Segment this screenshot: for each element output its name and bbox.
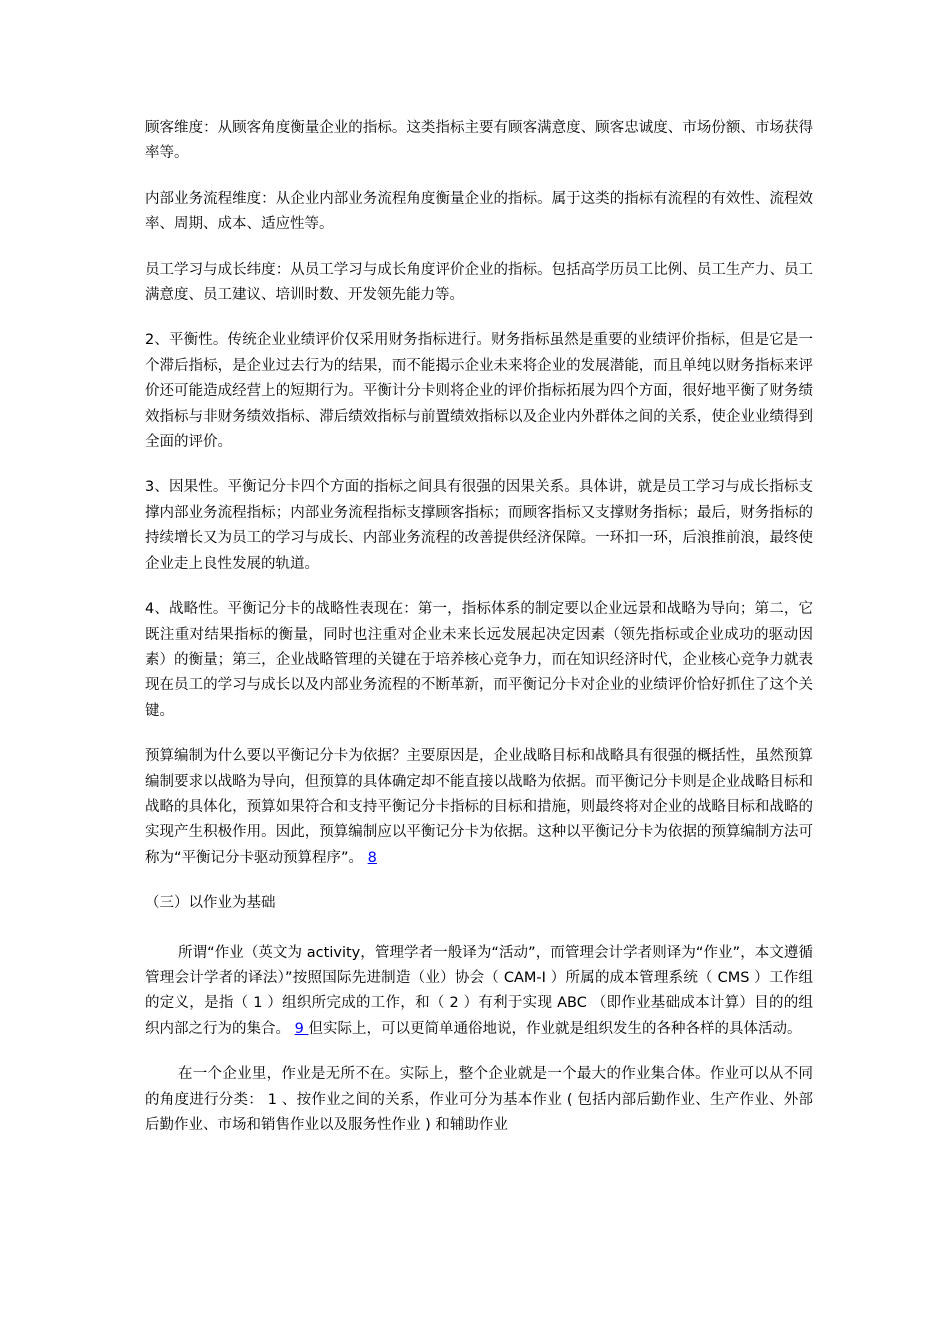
internal-process-dimension-paragraph: 内部业务流程维度：从企业内部业务流程角度衡量企业的指标。属于这类的指标有流程的有效性、流程效率、周期、成本、适应性等。 [145, 190, 813, 233]
document-page [145, 116, 813, 1158]
customer-dimension-paragraph: 顾客维度：从顾客角度衡量企业的指标。这类指标主要有顾客满意度、顾客忠诚度、市场份额、市场获得率等。 [145, 120, 813, 162]
activity-classification-paragraph: 在一个企业里，作业是无所不在。实际上，整个企业就是一个最大的作业集合体。作业可以从不同的角度进行分类： 1 、按作业之间的关系，作业可分为基本作业 ( 包括内部后勤作业、生产作业、外部后勤作业、市场和销售作业以及服务性作业 ) 和辅助作业 [145, 1066, 813, 1133]
causality-paragraph: 3、因果性。平衡记分卡四个方面的指标之间具有很强的因果关系。具体讲，就是员工学习与成长指标支撑内部业务流程指标；内部业务流程指标支撑顾客指标；而顾客指标又支撑财务指标；最后，财务指标的持续增长又为员工的学习与成长、内部业务流程的改善提供经济保障。一环扣一环，后浪推前浪，最终使企业走上良性发展的轨道。 [145, 479, 813, 572]
budget-paragraph-text: 预算编制为什么要以平衡记分卡为依据？主要原因是，企业战略目标和战略具有很强的概括性，虽然预算编制要求以战略为导向，但预算的具体确定却不能直接以战略为依据。而平衡记分卡则是企业战略目标和战略的具体化，预算如果符合和支持平衡记分卡指标的目标和措施，则最终将对企业的战略目标和战略的实现产生积极作用。因此，预算编制应以平衡记分卡为依据。这种以平衡记分卡为依据的预算编制方法可称为“平衡记分卡驱动预算程序”。 [145, 748, 813, 866]
activity-definition-paragraph [145, 941, 813, 1043]
budget-paragraph [145, 744, 813, 871]
activity-definition-continuation: 但实际上，可以更简单通俗地说，作业就是组织发生的各种各样的具体活动。 [308, 1020, 802, 1037]
activity-definition-text: 所谓“作业（英文为 activity，管理学者一般译为“活动”，而管理会计学者则译为“作业”，本文遵循管理会计学者的译法）”按照国际先进制造（业）协会（ CAM-I ）所属的成本管理系统（ CMS ）工作组的定义，是指（ 1 ）组织所完成的工作，和（ 2 ）有利于实现 ABC （即作业基础成本计算）目的的组织内部之行为的集合。 [145, 944, 813, 1037]
balance-paragraph: 2、平衡性。传统企业业绩评价仅采用财务指标进行。财务指标虽然是重要的业绩评价指标，但是它是一个滞后指标，是企业过去行为的结果，而不能揭示企业未来将企业的发展潜能，而且单纯以财务指标来评价还可能造成经营上的短期行为。平衡计分卡则将企业的评价指标拓展为四个方面，很好地平衡了财务绩效指标与非财务绩效指标、滞后绩效指标与前置绩效指标以及企业内外群体之间的关系，使企业业绩得到全面的评价。 [145, 332, 813, 451]
learning-growth-dimension-paragraph: 员工学习与成长纬度：从员工学习与成长角度评价企业的指标。包括高学历员工比例、员工生产力、员工满意度、员工建议、培训时数、开发领先能力等。 [145, 261, 813, 304]
footnote-link-8[interactable]: 8 [367, 849, 377, 866]
strategy-paragraph: 4、战略性。平衡记分卡的战略性表现在：第一，指标体系的制定要以企业远景和战略为导向；第二，它既注重对结果指标的衡量，同时也注重对企业未来长远发展起决定因素（领先指标或企业成功的驱动因素）的衡量；第三，企业战略管理的关键在于培养核心竞争力，而在知识经济时代，企业核心竞争力就表现在员工的学习与成长以及内部业务流程的不断革新，而平衡记分卡对企业的业绩评价恰好抓住了这个关键。 [145, 601, 813, 719]
section-heading: （三）以作业为基础 [145, 895, 276, 912]
footnote-link-9[interactable]: 9 [294, 1020, 309, 1037]
